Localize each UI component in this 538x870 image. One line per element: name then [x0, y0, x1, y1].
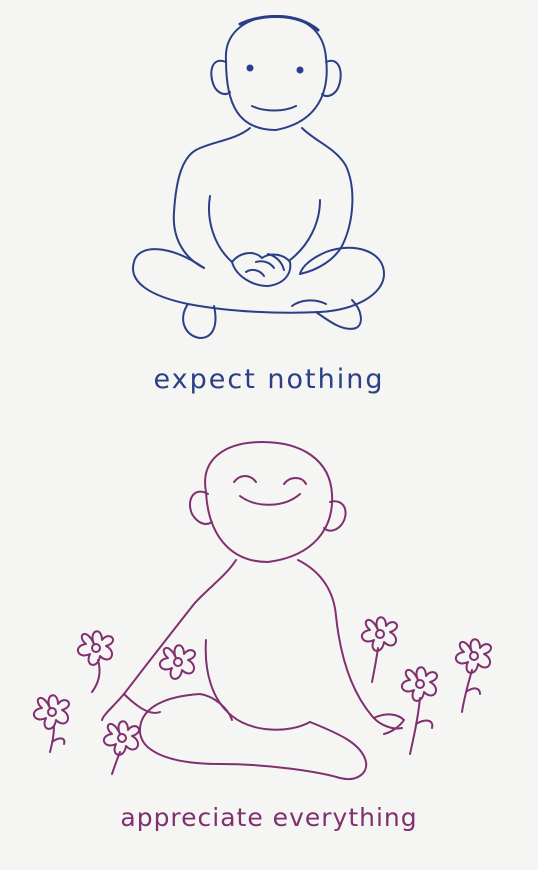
- purple-right-hand: [374, 714, 404, 734]
- purple-smile: [240, 494, 300, 505]
- flowers: [34, 617, 491, 774]
- flower-icon: [160, 645, 195, 679]
- flower-icon: [362, 617, 397, 682]
- blue-smile: [252, 106, 296, 111]
- blue-hands: [232, 253, 290, 286]
- flower-icon: [78, 631, 113, 692]
- blue-left-arm: [209, 196, 232, 262]
- purple-head: [205, 442, 332, 562]
- blue-meditating-figure: [133, 16, 384, 338]
- flower-icon: [34, 695, 69, 752]
- purple-legs: [140, 694, 366, 779]
- purple-right-eye: [284, 478, 306, 484]
- flower-icon: [104, 721, 139, 774]
- flower-icon: [456, 639, 491, 712]
- blue-head: [226, 16, 327, 130]
- purple-torso-inner: [206, 640, 310, 730]
- blue-left-shoulder: [174, 128, 250, 268]
- purple-left-eye: [234, 476, 256, 482]
- caption-expect-nothing: expect nothing: [153, 364, 385, 395]
- blue-hair-edge: [240, 16, 318, 30]
- purple-relaxed-figure: [102, 442, 404, 779]
- blue-right-eye: [298, 68, 303, 73]
- flower-icon: [402, 667, 437, 754]
- blue-legs: [133, 248, 384, 313]
- caption-appreciate-everything: appreciate everything: [120, 803, 418, 832]
- blue-left-foot: [183, 304, 215, 338]
- blue-inner-leg: [292, 300, 326, 306]
- blue-left-eye: [248, 66, 253, 71]
- blue-right-arm: [290, 200, 320, 260]
- purple-arm-left: [124, 694, 160, 713]
